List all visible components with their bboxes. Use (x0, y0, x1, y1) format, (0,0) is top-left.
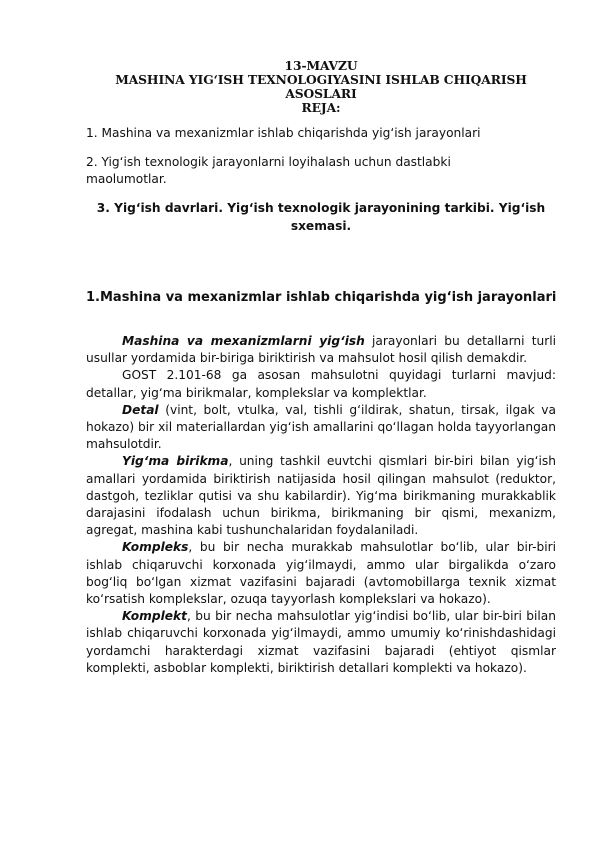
plan-label: REJA: (301, 100, 341, 115)
section-heading: 1.Mashina va mexanizmlar ishlab chiqarishda yig‘ish jarayonlari (86, 290, 557, 305)
body-text (86, 333, 556, 677)
paragraph-detal: Detal (vint, bolt, vtulka, val, tishli g‘ildirak, shatun, tirsak, ilgak va hokazo) bir xil materiallardan yig‘ish amallarini qo‘llagan holda tayyorlangan mahsulotdir. (86, 402, 556, 452)
plan-item-2-line-2: maolumotlar. (86, 172, 167, 186)
paragraph-komplekt: Komplekt, bu bir necha mahsulotlar yig‘indisi bo‘lib, ular bir-biri bilan ishlab chiqaruvchi korxonada yig‘ilmaydi, ammo umumiy ko‘rinishdashidagi yordamchi harakterdagi xizmat vazifasini bajaradi (ehtiyot qismlar komplekti, asboblar komplekti, biriktirish detallari komplekti va hokazo). (86, 609, 556, 675)
plan-item-2-line-1: 2. Yig‘ish texnologik jarayonlarni loyihalash uchun dastlabki (86, 155, 451, 169)
term-kompleks: Kompleks (122, 540, 189, 555)
topic-number: 13-MAVZU (284, 58, 358, 73)
term-assembly: Mashina va mexanizmlarni yig‘ish (122, 334, 365, 348)
paragraph-kompleks: Kompleks, bu bir necha murakkab mahsulotlar bo‘lib, ular bir-biri ishlab chiqaruvchi korxonada yig‘ilmaydi, ammo ular birgalikda o‘zaro bog‘liq bo‘lgan xizmat vazifasini bajaradi (avtomobillarga texnik xizmat ko‘rsatish komplekslar, ozuqa tayyorlash komplekslari va hokazo). (86, 540, 556, 607)
title-line-2: ASOSLARI (285, 86, 357, 101)
title-line-1: MASHINA YIG‘ISH TEXNOLOGIYASINI ISHLAB CHIQARISH (115, 72, 527, 87)
plan-item-3-line-2: sxemasi. (290, 219, 352, 233)
plan-item-1: 1. Mashina va mexanizmlar ishlab chiqarishda yig‘ish jarayonlari (86, 126, 481, 140)
term-detal: Detal (122, 402, 159, 417)
plan-item-3-line-1: 3. Yig‘ish davrlari. Yig‘ish texnologik jarayonining tarkibi. Yig‘ish (96, 201, 546, 215)
paragraph-yigma-birikma: Yig‘ma birikma, uning tashkil euvtchi qismlari bir-biri bilan yig‘ish amallari yordamida biriktirish natijasida hosil qilingan mahsulot (reduktor, dastgoh, tezliklar qutisi va shu kabilardir). Yig‘ma birikmaning murakkablik darajasini ifodalash uchun birikma, birikmaning bir qismi, mexanizm, agregat, mashina kabi tushunchalaridan foydalaniladi. (86, 454, 556, 538)
term-komplekt: Komplekt (122, 609, 187, 624)
term-yigma-birikma: Yig‘ma birikma (122, 454, 229, 469)
paragraph-assembly-definition: Mashina va mexanizmlarni yig‘ish jarayonlari bu detallarni turli usullar yordamida bir-biriga biriktirish va mahsulot hosil qilish demakdir. (86, 334, 556, 366)
paragraph-gost: GOST 2.101-68 ga asosan mahsulotni quyidagi turlarni mavjud: detallar, yig‘ma birikmalar, komplekslar va komplektlar. (86, 368, 556, 400)
